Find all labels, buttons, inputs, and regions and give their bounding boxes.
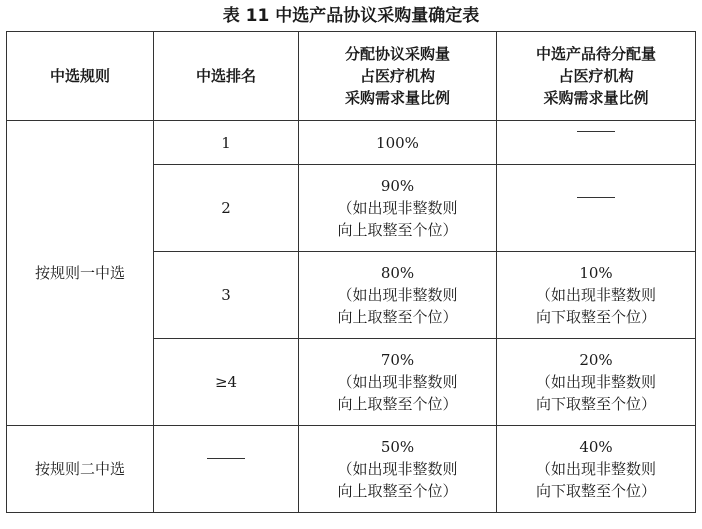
header-rule: 中选规则 (7, 32, 154, 121)
rule-cell: 按规则二中选 (7, 426, 154, 513)
alloc-note: （如出现非整数则 (337, 199, 458, 217)
pending-note: （如出现非整数则 (535, 286, 656, 304)
alloc-cell (299, 165, 497, 252)
alloc-note: 向上取整至个位） (337, 395, 458, 413)
rank-dash (207, 458, 245, 481)
alloc-percent: 90% (380, 177, 415, 195)
table-row (7, 426, 696, 513)
header-alloc (299, 32, 497, 121)
rule-cell: 按规则一中选 (7, 121, 154, 426)
rank-cell: 1 (154, 121, 299, 165)
table-row (7, 121, 696, 165)
header-pending-line: 占医疗机构 (558, 67, 634, 85)
pending-note: （如出现非整数则 (535, 373, 656, 391)
alloc-cell (299, 252, 497, 339)
header-alloc-line: 采购需求量比例 (344, 89, 450, 107)
rank-cell: 2 (154, 165, 299, 252)
pending-cell (497, 252, 696, 339)
alloc-percent: 70% (380, 351, 415, 369)
pending-note: 向下取整至个位） (535, 482, 656, 500)
rank-cell (154, 426, 299, 513)
pending-dash (577, 131, 615, 154)
pending-cell (497, 165, 696, 252)
pending-note: 向下取整至个位） (535, 395, 656, 413)
rank-cell: ≥4 (154, 339, 299, 426)
alloc-percent: 100% (376, 133, 419, 152)
alloc-note: （如出现非整数则 (337, 373, 458, 391)
alloc-note: 向上取整至个位） (337, 221, 458, 239)
header-alloc-line: 分配协议采购量 (344, 45, 450, 63)
alloc-percent: 50% (380, 438, 415, 456)
alloc-cell (299, 339, 497, 426)
pending-percent: 10% (579, 264, 613, 282)
alloc-note: 向上取整至个位） (337, 308, 458, 326)
pending-note: （如出现非整数则 (535, 460, 656, 478)
pending-percent: 40% (579, 438, 613, 456)
alloc-note: （如出现非整数则 (337, 460, 458, 478)
alloc-cell (299, 121, 497, 165)
alloc-cell (299, 426, 497, 513)
pending-cell (497, 339, 696, 426)
table-title: 表 11 中选产品协议采购量确定表 (222, 6, 480, 26)
pending-note: 向下取整至个位） (535, 308, 656, 326)
alloc-note: 向上取整至个位） (337, 482, 458, 500)
pending-cell (497, 426, 696, 513)
alloc-percent: 80% (380, 264, 415, 282)
rank-cell: 3 (154, 252, 299, 339)
pending-cell (497, 121, 696, 165)
header-rank: 中选排名 (154, 32, 299, 121)
header-alloc-line: 占医疗机构 (359, 67, 435, 85)
header-pending-line: 中选产品待分配量 (535, 45, 656, 63)
pending-dash (577, 197, 615, 220)
alloc-note: （如出现非整数则 (337, 286, 458, 304)
pending-percent: 20% (579, 351, 613, 369)
header-pending (497, 32, 696, 121)
header-row (7, 32, 696, 121)
procurement-quantity-table (6, 31, 696, 513)
header-pending-line: 采购需求量比例 (543, 89, 649, 107)
